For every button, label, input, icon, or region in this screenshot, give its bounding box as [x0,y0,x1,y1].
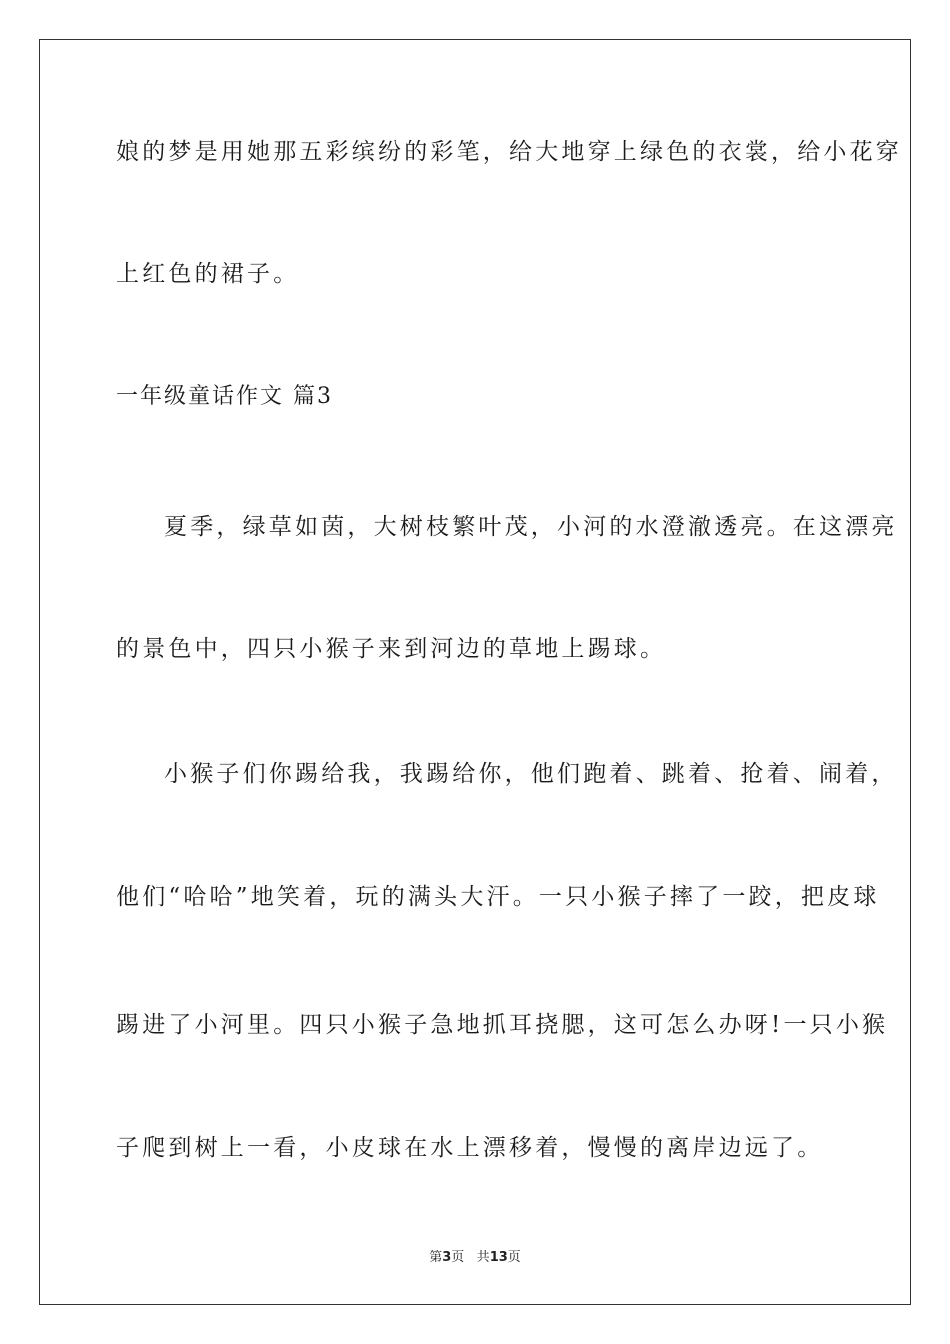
page-label-suffix: 页 [451,1250,465,1265]
total-label-suffix: 页 [507,1250,521,1265]
body-text-line: 子爬到树上一看，小皮球在水上漂移着，慢慢的离岸边远了。 [116,1135,824,1161]
current-page-number: 3 [442,1250,452,1265]
page-border [39,39,911,1305]
section-heading: 一年级童话作文 篇3 [116,384,333,409]
total-pages-number: 13 [489,1250,508,1265]
body-text-line: 上红色的裙子。 [116,261,300,287]
body-text-line: 夏季，绿草如茵，大树枝繁叶茂，小河的水澄澈透亮。在这漂亮 [164,514,898,540]
page-footer [0,1246,950,1265]
total-label-prefix: 共 [476,1250,490,1265]
body-text-line: 踢进了小河里。四只小猴子急地抓耳挠腮，这可怎么办呀!一只小猴 [116,1012,889,1038]
body-text-line: 他们“哈哈”地笑着，玩的满头大汗。一只小猴子摔了一跤，把皮球 [116,884,880,910]
body-text-line: 的景色中，四只小猴子来到河边的草地上踢球。 [116,636,667,662]
body-text-line: 小猴子们你踢给我，我踢给你，他们跑着、跳着、抢着、闹着， [164,761,898,787]
page-label-prefix: 第 [429,1250,443,1265]
body-text-line: 娘的梦是用她那五彩缤纷的彩笔，给大地穿上绿色的衣裳，给小花穿 [116,139,902,165]
